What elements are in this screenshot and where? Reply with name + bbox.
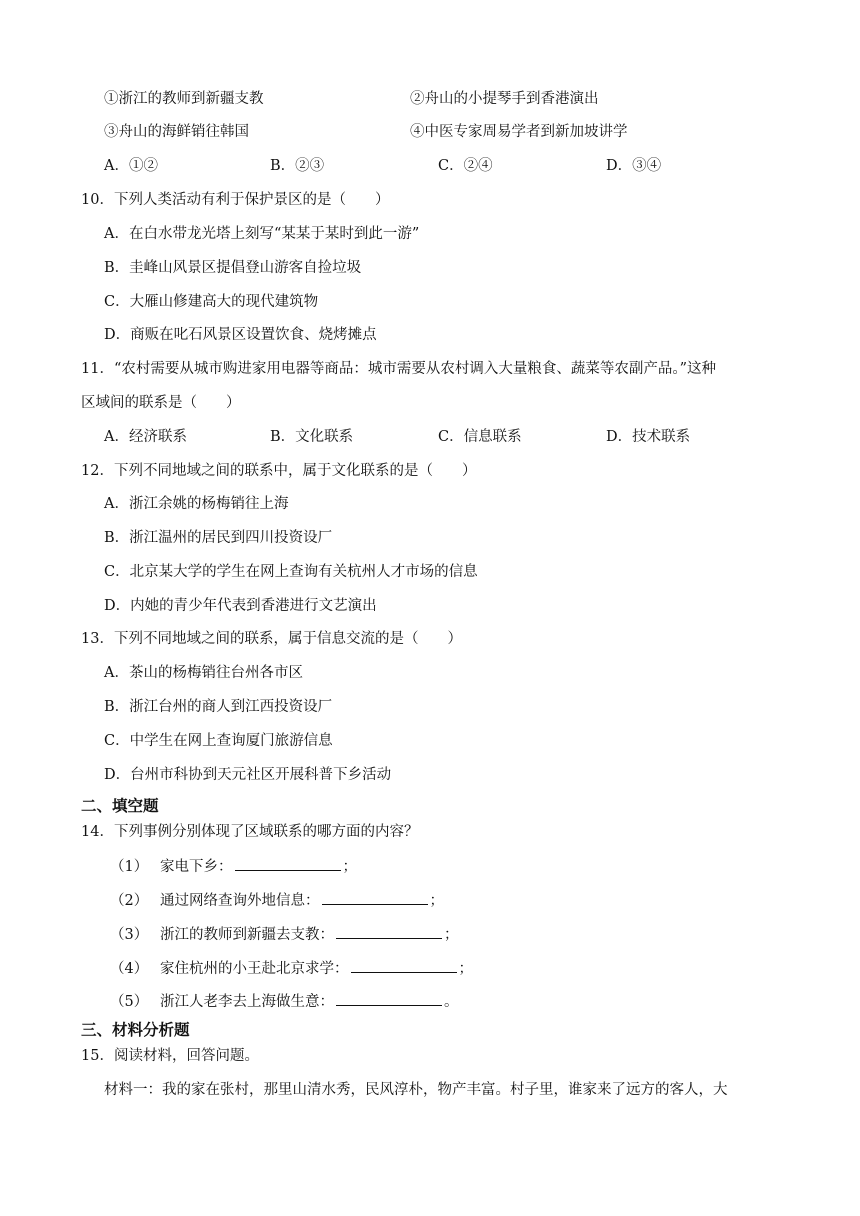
q14-item-3-number: （3） (110, 927, 149, 943)
section-2-heading: 二、填空题 (81, 797, 159, 815)
q10-option-a: A．在白水带龙光塔上刻写“某某于某时到此一游” (104, 226, 420, 242)
q12-stem: 12．下列不同地域之间的联系中，属于文化联系的是（ ） (81, 463, 477, 479)
q14-item-1 (110, 856, 357, 877)
q13-option-c: C．中学生在网上查询厦门旅游信息 (104, 733, 333, 749)
q14-item-1-blank[interactable] (235, 856, 341, 871)
q9-options (104, 156, 784, 176)
q14-item-4 (110, 958, 473, 979)
q14-item-1-end: ； (342, 859, 357, 875)
q10-option-d: D．商贩在叱石风景区设置饮食、烧烤摊点 (104, 327, 377, 343)
q15-material-1: 材料一：我的家在张村，那里山清水秀，民风淳朴，物产丰富。村子里，谁家来了远方的客人，大 (104, 1082, 728, 1098)
q13-option-b: B．浙江台州的商人到江西投资设厂 (104, 699, 333, 715)
q9-item-4: ④中医专家周易学者到新加坡讲学 (410, 124, 628, 140)
q9-option-d: D．③④ (606, 158, 662, 174)
q14-item-1-number: （1） (110, 859, 149, 875)
q11-option-a: A．经济联系 (104, 429, 187, 445)
q11-option-b: B．文化联系 (270, 429, 354, 445)
q10-option-b: B．圭峰山风景区提倡登山游客自捡垃圾 (104, 260, 362, 276)
q14-item-3-end: ； (444, 927, 459, 943)
q9-item-3: ③舟山的海鲜销往韩国 (104, 124, 249, 140)
q11-options (104, 427, 784, 447)
q14-item-4-blank[interactable] (351, 958, 457, 973)
q9-item-1: ①浙江的教师到新疆支教 (104, 91, 264, 107)
q10-stem: 10．下列人类活动有利于保护景区的是（ ） (81, 192, 390, 208)
q13-option-a: A．茶山的杨梅销往台州各市区 (104, 665, 303, 681)
q14-item-5-end: 。 (444, 994, 459, 1010)
q14-item-4-end: ； (458, 961, 473, 977)
q14-item-5-number: （5） (110, 994, 149, 1010)
q9-option-a: A．①② (104, 158, 158, 174)
q14-stem: 14．下列事例分别体现了区域联系的哪方面的内容？ (81, 824, 419, 840)
q14-item-2-text: 通过网络查询外地信息： (160, 893, 320, 909)
q14-item-5-blank[interactable] (336, 991, 442, 1006)
q12-option-d: D．内她的青少年代表到香港进行文艺演出 (104, 598, 377, 614)
q15-stem: 15．阅读材料，回答问题。 (81, 1048, 259, 1064)
q12-option-a: A．浙江余姚的杨梅销往上海 (104, 496, 289, 512)
q14-item-4-text: 家住杭州的小王赴北京求学： (160, 961, 349, 977)
section-3-heading: 三、材料分析题 (81, 1021, 190, 1039)
q12-option-b: B．浙江温州的居民到四川投资设厂 (104, 530, 333, 546)
q14-item-4-number: （4） (110, 961, 149, 977)
q9-option-b: B．②③ (270, 158, 325, 174)
q14-item-2 (110, 890, 444, 911)
q10-option-c: C．大雁山修建高大的现代建筑物 (104, 294, 319, 310)
q14-item-3-text: 浙江的教师到新疆去支教： (160, 927, 334, 943)
q13-stem: 13．下列不同地域之间的联系，属于信息交流的是（ ） (81, 631, 462, 647)
q14-item-3 (110, 924, 459, 945)
q9-items-row1 (104, 89, 784, 109)
q11-option-d: D．技术联系 (606, 429, 691, 445)
q12-option-c: C．北京某大学的学生在网上查询有关杭州人才市场的信息 (104, 564, 478, 580)
q14-item-1-text: 家电下乡： (160, 859, 233, 875)
q14-item-5 (110, 991, 459, 1012)
q14-item-2-end: ； (429, 893, 444, 909)
q13-option-d: D．台州市科协到天元社区开展科普下乡活动 (104, 767, 392, 783)
q14-item-3-blank[interactable] (336, 924, 442, 939)
q11-option-c: C．信息联系 (438, 429, 522, 445)
q11-stem-line1: 11．“农村需要从城市购进家用电器等商品：城市需要从农村调入大量粮食、蔬菜等农副产品。”这种 (81, 361, 717, 377)
q9-option-c: C．②④ (438, 158, 493, 174)
q14-item-2-blank[interactable] (322, 890, 428, 905)
q14-item-5-text: 浙江人老李去上海做生意： (160, 994, 334, 1010)
q9-item-2: ②舟山的小提琴手到香港演出 (410, 91, 599, 107)
q11-stem-line2: 区域间的联系是（ ） (81, 395, 241, 411)
q14-item-2-number: （2） (110, 893, 149, 909)
q9-items-row2 (104, 122, 784, 142)
